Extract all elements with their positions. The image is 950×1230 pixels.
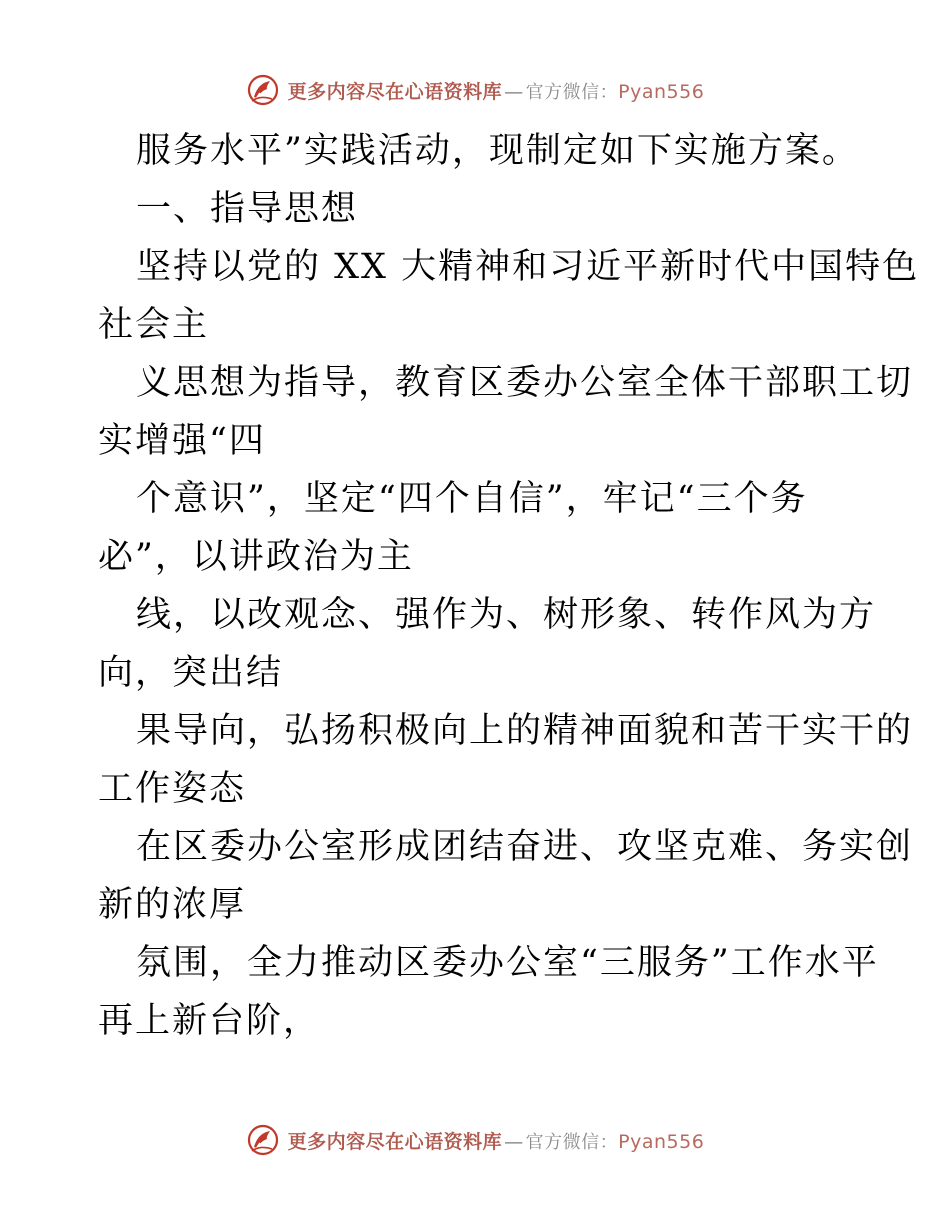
pen-logo-icon bbox=[246, 73, 280, 107]
header-banner bbox=[0, 72, 950, 108]
banner-wechat-id: Pyan556 bbox=[618, 1130, 705, 1153]
banner-wechat-id: Pyan556 bbox=[618, 80, 705, 103]
text-line: 社会主 bbox=[98, 305, 210, 345]
text-line: 果导向，弘扬积极向上的精神面貌和苦干实干的 bbox=[136, 711, 914, 751]
section-heading: 一、指导思想 bbox=[136, 189, 359, 229]
banner-wechat-label: 官方微信： bbox=[525, 81, 619, 103]
text-line: 必”，以讲政治为主 bbox=[98, 537, 414, 577]
text-line: 坚持以党的 XX 大精神和习近平新时代中国特色 bbox=[136, 247, 920, 287]
footer-banner bbox=[0, 1122, 950, 1158]
text-line: 向，突出结 bbox=[98, 653, 284, 693]
text-line: 线，以改观念、强作为、树形象、转作风为方 bbox=[136, 595, 877, 635]
text-line: 工作姿态 bbox=[98, 769, 247, 809]
text-line: 在区委办公室形成团结奋进、攻坚克难、务实创 bbox=[136, 827, 914, 867]
banner-separator: — bbox=[504, 80, 524, 103]
banner-text bbox=[288, 1127, 705, 1154]
banner-main-text: 更多内容尽在心语资料库 bbox=[287, 1130, 503, 1153]
banner-separator: — bbox=[504, 1130, 524, 1153]
banner-main-text: 更多内容尽在心语资料库 bbox=[287, 80, 503, 103]
banner-text bbox=[288, 77, 705, 104]
text-line: 实增强“四 bbox=[98, 421, 266, 461]
text-line: 服务水平”实践活动，现制定如下实施方案。 bbox=[136, 131, 859, 171]
text-line: 氛围，全力推动区委办公室“三服务”工作水平 bbox=[136, 943, 879, 983]
document-body bbox=[98, 122, 920, 1050]
pen-logo-icon bbox=[246, 1123, 280, 1157]
banner-wechat-label: 官方微信： bbox=[525, 1131, 619, 1153]
text-line: 新的浓厚 bbox=[98, 885, 247, 925]
text-line: 义思想为指导，教育区委办公室全体干部职工切 bbox=[136, 363, 914, 403]
text-line: 再上新台阶， bbox=[98, 1001, 321, 1041]
text-line: 个意识”，坚定“四个自信”，牢记“三个务 bbox=[136, 479, 808, 519]
